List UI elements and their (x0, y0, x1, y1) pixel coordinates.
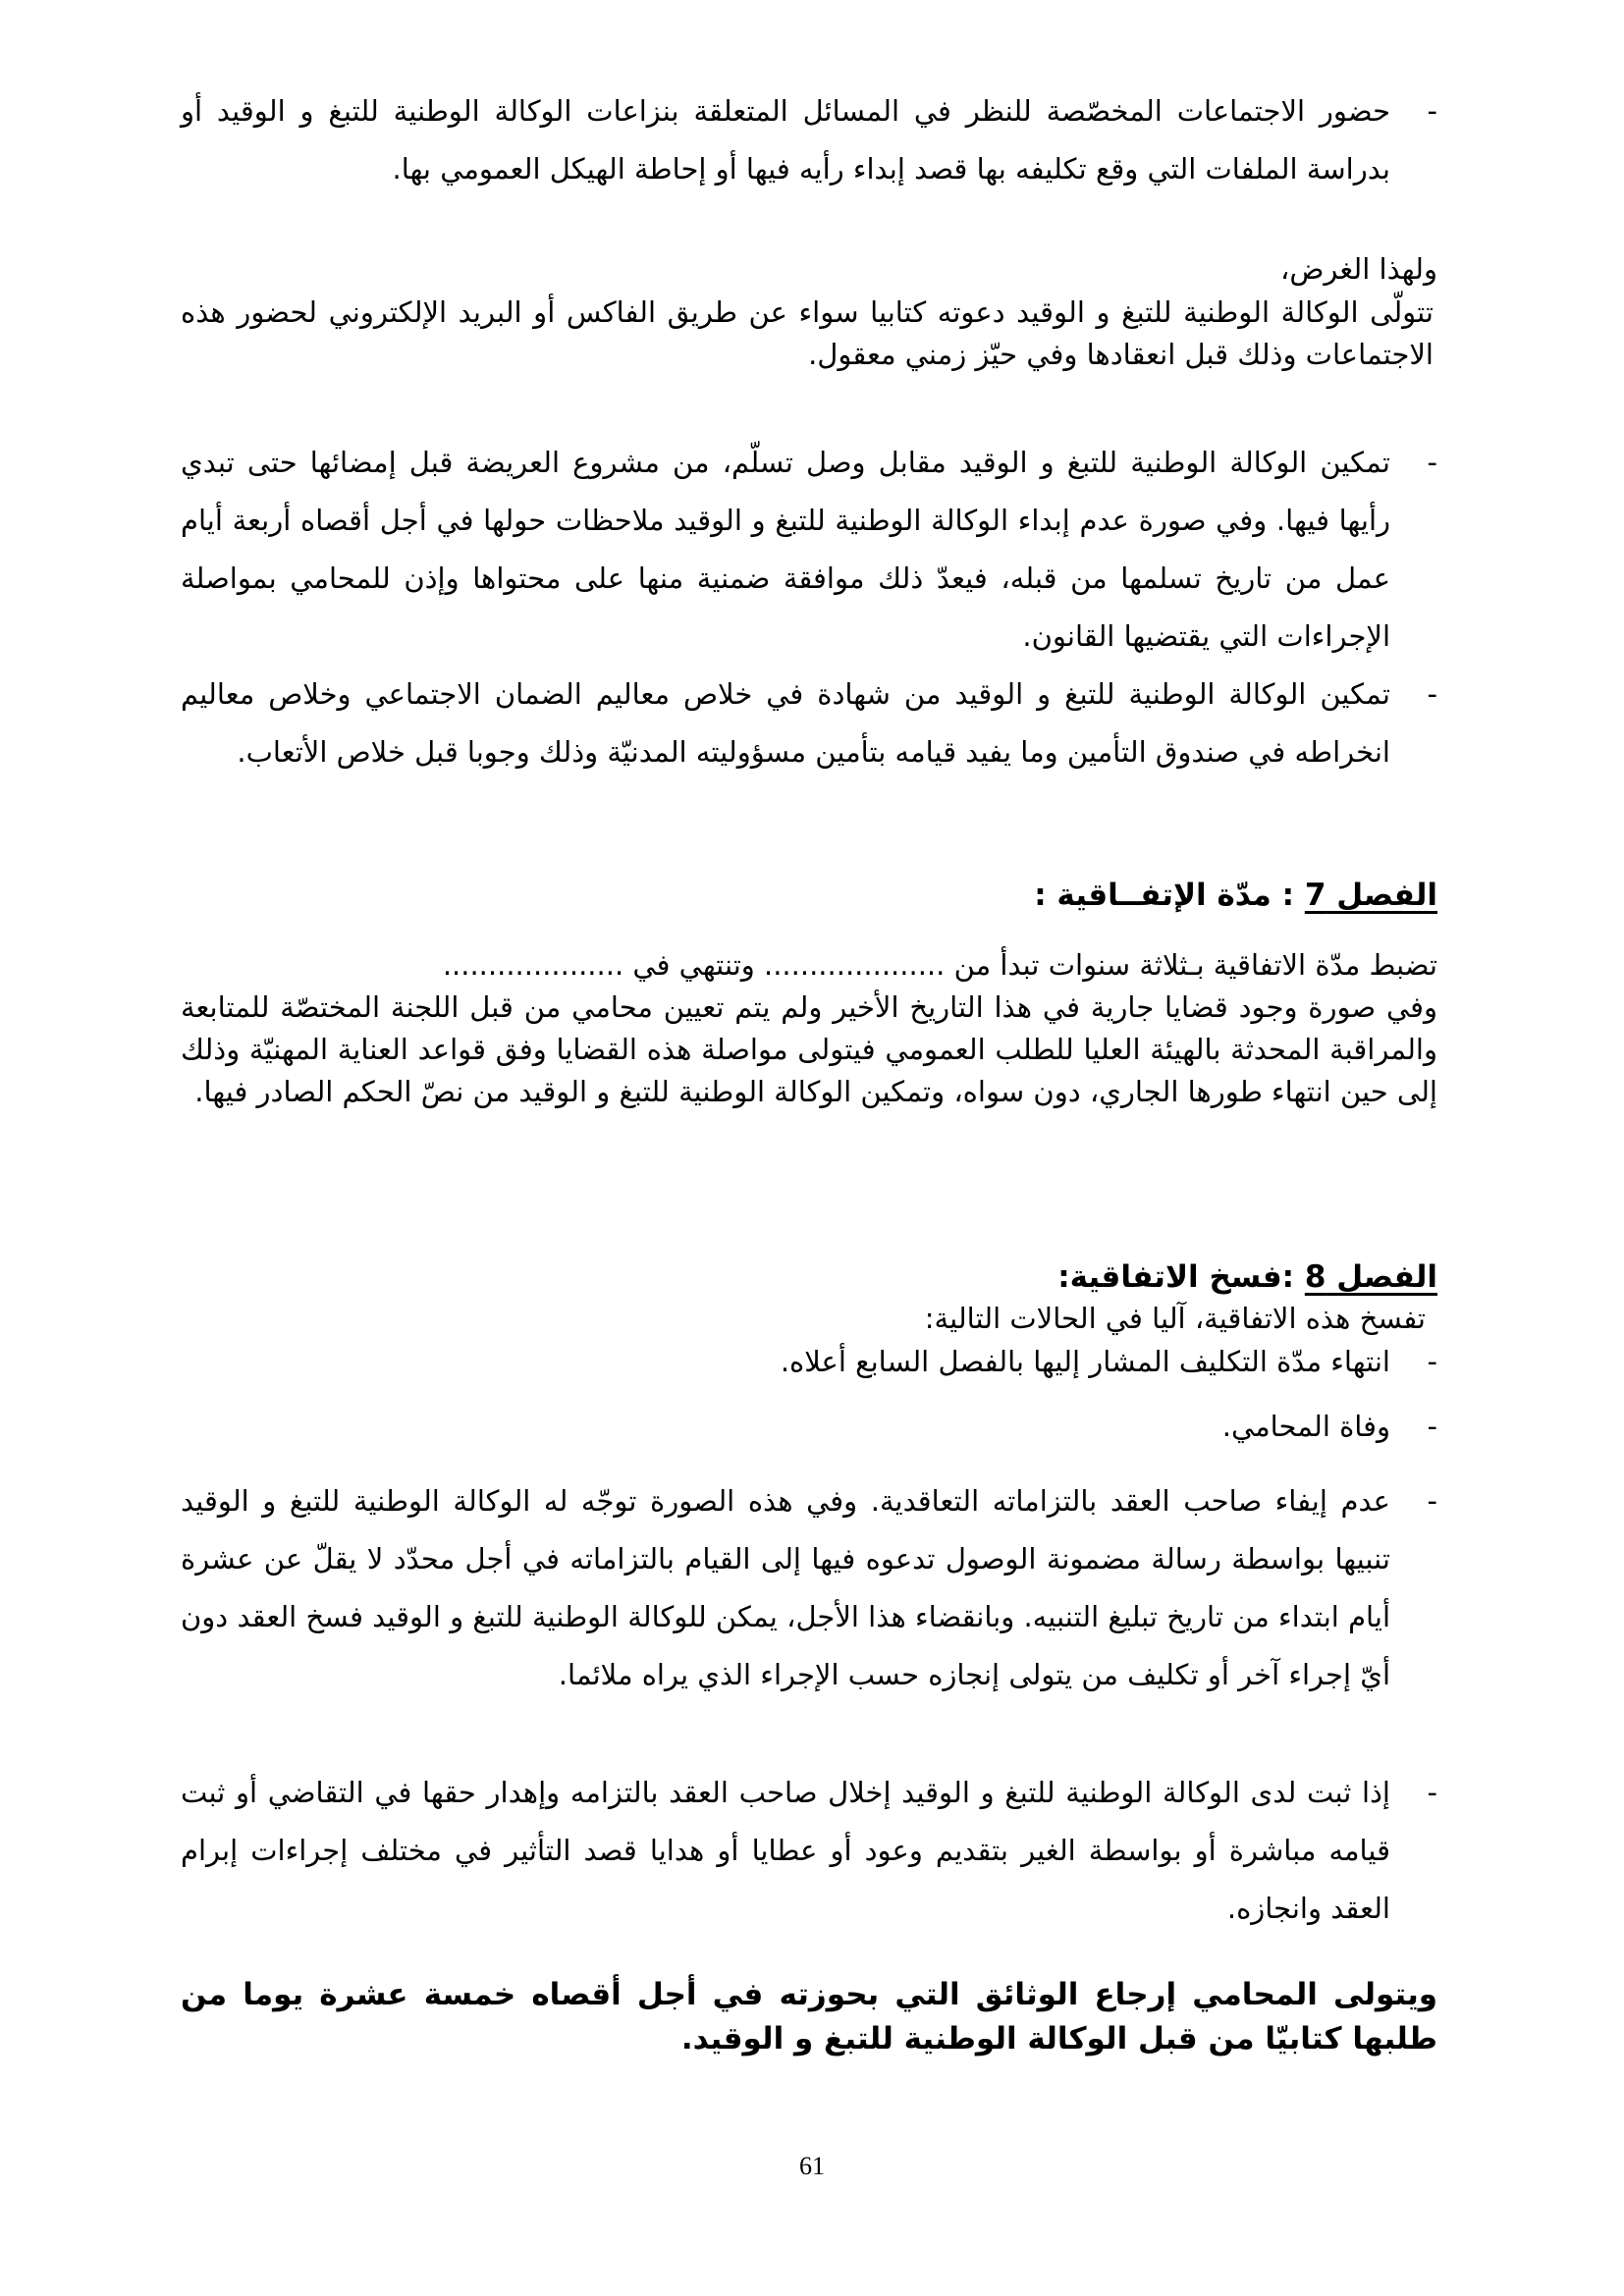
list-item (181, 1764, 1437, 1938)
section-8-heading (1057, 1255, 1437, 1299)
bullet-dash: - (1427, 446, 1437, 479)
bullet-3-text: تمكين الوكالة الوطنية للتبغ و الوقيد من شهادة في خلاص معاليم الضمان الاجتماعي وخلاص معاليم انخراطه في صندوق التأمين وما يفيد قيامه بتأمين مسؤوليته المدنيّة وذلك وجوبا قبل خلاص الأتعاب. (181, 677, 1390, 769)
section-8-label: الفصل 8 (1304, 1259, 1437, 1295)
list-item (181, 1406, 1437, 1448)
list-item (181, 666, 1437, 781)
purpose-intro: ولهذا الغرض، (1279, 252, 1437, 286)
purpose-text: تتولّى الوكالة الوطنية للتبغ و الوقيد دعوته كتابيا سواء عن طريق الفاكس أو البريد الإلكتروني لحضور هذه الاجتماعات وذلك قبل انعقادها وفي حيّز زمني معقول. (181, 295, 1434, 371)
section-7-body: وفي صورة وجود قضايا جارية في هذا التاريخ الأخير ولم يتم تعيين محامي من قبل اللجنة المختصّة للمتابعة والمراقبة المحدثة بالهيئة العليا للطلب العمومي فيتولى مواصلة هذه القضايا وفق قواعد العناية المهنيّة وذلك إلى حين انتهاء طورها الجاري، دون سواه، وتمكين الوكالة الوطنية للتبغ و الوقيد من نصّ الحكم الصادر فيها. (181, 990, 1437, 1108)
closing-paragraph: ويتولى المحامي إرجاع الوثائق التي بحوزته في أجل أقصاه خمسة عشرة يوما من طلبها كتابيّا من قبل الوكالة الوطنية للتبغ و الوقيد. (181, 1977, 1437, 2056)
page-number: 61 (799, 2152, 825, 2180)
bullet-dash: - (1427, 1776, 1437, 1809)
list-item (181, 1472, 1437, 1704)
section-7-heading (1034, 874, 1437, 917)
section-7-duration: تضبط مدّة الاتفاقية بـثلاثة سنوات تبدأ من .................... وتنتهي في .................... (442, 948, 1437, 982)
list-item (181, 82, 1437, 198)
bullet-dash: - (1427, 1484, 1437, 1518)
list-item (181, 434, 1437, 666)
case-1-text: انتهاء مدّة التكليف المشار إليها بالفصل السابع أعلاه. (780, 1345, 1390, 1378)
section-7-label: الفصل 7 (1304, 878, 1437, 913)
bullet-dash: - (1427, 1410, 1437, 1443)
bullet-dash: - (1427, 677, 1437, 711)
bullet-dash: - (1427, 94, 1437, 128)
case-3-text: عدم إيفاء صاحب العقد بالتزاماته التعاقدية. وفي هذه الصورة توجّه له الوكالة الوطنية للتبغ و الوقيد تنبيها بواسطة رسالة مضمونة الوصول تدعوه فيها إلى القيام بالتزاماته في أجل محدّد لا يقلّ عن عشرة أيام ابتداء من تاريخ تبليغ التنبيه. وبانقضاء هذا الأجل، يمكن للوكالة الوطنية للتبغ و الوقيد فسخ العقد دون أيّ إجراء آخر أو تكليف من يتولى إنجازه حسب الإجراء الذي يراه ملائما. (181, 1484, 1390, 1691)
bullet-2-text: تمكين الوكالة الوطنية للتبغ و الوقيد مقابل وصل تسلّم، من مشروع العريضة قبل إمضائها حتى تبدي رأيها فيها. وفي صورة عدم إبداء الوكالة الوطنية للتبغ و الوقيد ملاحظات حولها في أجل أقصاه أربعة أيام عمل من تاريخ تسلمها من قبله، فيعدّ ذلك موافقة ضمنية منها على محتواها وإذن للمحامي بمواصلة الإجراءات التي يقتضيها القانون. (181, 446, 1390, 653)
list-item (181, 1341, 1437, 1383)
case-4-text: إذا ثبت لدى الوكالة الوطنية للتبغ و الوقيد إخلال صاحب العقد بالتزامه وإهدار حقها في التقاضي أو ثبت قيامه مباشرة أو بواسطة الغير بتقديم وعود أو عطايا أو هدايا قصد التأثير في مختلف إجراءات إبرام العقد وانجازه. (181, 1776, 1390, 1925)
top-bullet-text: حضور الاجتماعات المخصّصة للنظر في المسائل المتعلقة بنزاعات الوكالة الوطنية للتبغ و الوقيد أو بدراسة الملفات التي وقع تكليفه بها قصد إبداء رأيه فيها أو إحاطة الهيكل العمومي بها. (181, 94, 1390, 186)
bullet-dash: - (1427, 1345, 1437, 1378)
case-2-text: وفاة المحامي. (1221, 1410, 1390, 1443)
section-8-title: :فسخ الاتفاقية: (1057, 1259, 1305, 1295)
section-8-intro: تفسخ هذه الاتفاقية، آليا في الحالات التالية: (924, 1302, 1426, 1335)
section-7-title: : مدّة الإتفــاقية : (1034, 878, 1305, 913)
